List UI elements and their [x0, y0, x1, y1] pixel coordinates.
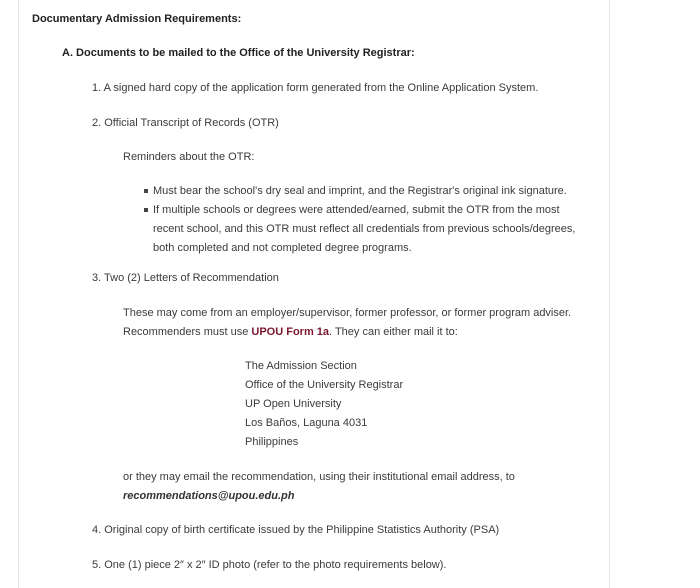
email-intro: or they may email the recommendation, using their institutional email address, to: [123, 471, 515, 483]
list-item-4: 4. Original copy of birth certificate issued by the Philippine Statistics Authority (PSA): [92, 524, 500, 536]
otr-bullet-1: Must bear the school's dry seal and imprint, and the Registrar's original ink signature.: [153, 185, 567, 197]
recommendation-paragraph-line-1: These may come from an employer/supervisor, former professor, or former program adviser.: [123, 307, 572, 319]
otr-bullet-2-line-2: recent school, and this OTR must reflect all credentials from previous schools/degrees,: [153, 223, 576, 235]
otr-reminders-label: Reminders about the OTR:: [123, 151, 255, 163]
address-line-4: Los Baños, Laguna 4031: [245, 417, 368, 429]
otr-bullet-2: If multiple schools or degrees were attended/earned, submit the OTR from the most: [153, 204, 560, 216]
list-item-3: 3. Two (2) Letters of Recommendation: [92, 272, 279, 284]
list-item-1: 1. A signed hard copy of the application form generated from the Online Application System.: [92, 82, 539, 94]
recommendations-email[interactable]: recommendations@upou.edu.ph: [123, 490, 295, 502]
otr-bullet-2-line-3: both completed and not completed degree programs.: [153, 242, 412, 254]
list-item-5: 5. One (1) piece 2″ x 2″ ID photo (refer to the photo requirements below).: [92, 559, 447, 571]
address-line-3: UP Open University: [245, 398, 342, 410]
address-line-1: The Admission Section: [245, 360, 357, 372]
page-title: Documentary Admission Requirements:: [32, 13, 242, 25]
recommendation-text-before: Recommenders must use: [123, 326, 252, 338]
address-line-5: Philippines: [245, 436, 299, 448]
section-a-heading: A. Documents to be mailed to the Office of the University Registrar:: [62, 47, 415, 59]
list-item-2: 2. Official Transcript of Records (OTR): [92, 117, 279, 129]
upou-form-1a-link[interactable]: UPOU Form 1a: [251, 326, 330, 338]
recommendation-text-after: . They can either mail it to:: [329, 326, 458, 338]
recommendation-paragraph-line-2: [123, 325, 458, 339]
address-line-2: Office of the University Registrar: [245, 379, 404, 391]
